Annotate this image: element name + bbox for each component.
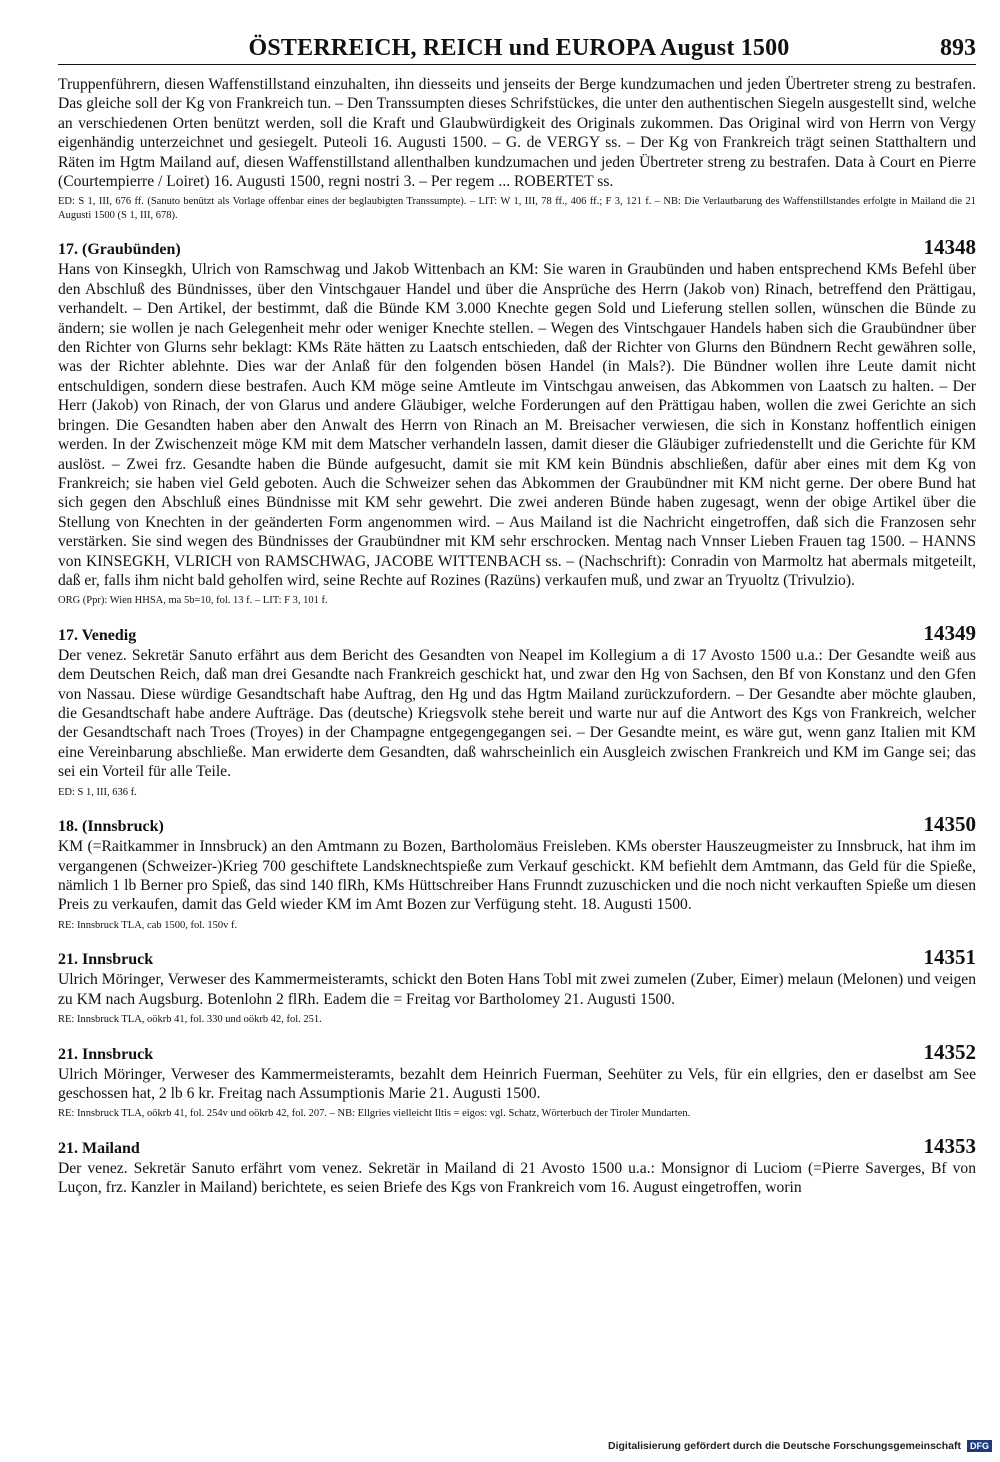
entry-text: Hans von Kinsegkh, Ulrich von Ramschwag und Jakob Wittenbach an KM: Sie waren in Graubünden und haben entsprechend KMs Befehl über den Abschluß des Bündnisses, über den Vintschgauer Handel und über die Ansprüche des Herrn (Jakob von) Rinach, betreffend den Prättigau, verhandelt. – Den Artikel, der bestimmt, daß die Bünde KM 3.000 Knechte gegen Sold und Lieferung stellen sollen, wünschen die Bünde zu ändern; sie wollen je nach Gelegenheit mehr oder weniger Knechte stellen. – Wegen des Vintschgauer Handels haben sich die Graubündner über den Richter von Glurns sehr beklagt: KMs Räte hätten zu Laatsch entschieden, daß der Richter von Glurns den Bündnern Recht gewähren solle, was der Richter ablehnte. Dies war der Anlaß für den folgenden bösen Handel (in Mals?). Die Bündner wollen ihre Leute damit nicht entschuldigen, sondern diese bestrafen. Auch KM möge seine Amtleute im Vintschgau anweisen, das Abkommen von Laatsch zu halten. – Der Herr (Jakob) von Rinach, der von Glarus und andere Gläubiger, welche Forderungen auf den Prättigau haben, wollen die zwei Gerichte an sich bringen. Die Gesandten haben aber den Anwalt des Herrn von Rinach an M. Breisacher verwiesen, die sich in Konstanz hoffentlich einigen werden. In der Zwischenzeit möge KM mit dem Matscher verhandeln lassen, damit dieser die Gläubiger zufriedenstellt und die Gerichte für KM auslöst. – Zwei frz. Gesandte haben die Bünde aufgesucht, damit sie mit KM kein Bündnis abschließen, dafür aber eines mit dem Kg von Frankreich; sie haben viel Geld geboten. Auch die Schweizer sehen das Abkommen der Graubündner mit KM nicht gerne. Der obere Bund hat sich gegen den Abschluß eines Bündnisse mit KM sehr gewehrt. Die zwei anderen Bünde haben zugesagt, wenn der obige Artikel über die Stellung von Knechten in der geänderten Form angenommen wird. – Aus Mailand ist die Nachricht eingetroffen, daß sich die Franzosen sehr verstärken. Sie sind wegen des Bündnisses der Graubündner mit KM sehr erschrocken. Mentag nach Vnnser Lieben Frauen tag 1500. – HANNS von KINSEGKH, VLRICH von RAMSCHWAG, JACOBE WITTENBACH ss. – (Nachschrift): Conradin von Marmoltz hat abermals mitgeteilt, daß er, falls ihm nicht bald geholfen wird, seine Rechte auf Rozines (Razüns) verkaufen muß, und zwar an Tryuoltz (Trivulzio).	[58, 261, 976, 589]
entry-date: 18. (Innsbruck)	[58, 818, 164, 836]
entry-14349	[58, 621, 976, 799]
entry-text: Ulrich Möringer, Verweser des Kammermeisteramts, bezahlt dem Heinrich Fuerman, Seehüter zu Vels, für ein ellgries, den er daselbst am See geschossen hat, 2 lb 6 kr. Freitag nach Assumptionis Marie 21. Augusti 1500.	[58, 1065, 976, 1103]
entry-number: 14349	[923, 620, 976, 645]
digitization-footer	[608, 1440, 992, 1452]
entry-14351	[58, 945, 976, 1026]
entry-note: RE: Innsbruck TLA, oökrb 41, fol. 330 und oökrb 42, fol. 251.	[58, 1014, 322, 1026]
continued-entry-text: Truppenführern, diesen Waffenstillstand einzuhalten, ihn diesseits und jenseits der Berge kundzumachen und jeden Übertreter streng zu bestrafen. Das gleiche soll der Kg von Frankreich tun. – Den Transsumpten dieses Schrifstückes, die unter den authentischen Siegeln ausgestellt sind, welche an verschiedenen Orten benützt werden, soll die Kraft und Glaubwürdigkeit des Originals zukommen. Das Original wird von Herrn von Vergy eigenhändig unterzeichnet und gesiegelt. Puteoli 16. Augusti 1500. – G. de VERGY ss. – Der Kg von Frankreich trägt seinen Statthaltern und Räten im Hgtm Mailand auf, diesen Waffenstillstand allenthalben kundzumachen und jeden Übertreter streng zu bestrafen. Data à Court en Pierre (Courtempierre / Loiret) 16. Augusti 1500, regni nostri 3. – Per regem ... ROBERTET ss.	[58, 76, 976, 191]
footer-text: Digitalisierung gefördert durch die Deutsche Forschungsgemeinschaft	[608, 1440, 961, 1452]
entry-number: 14350	[923, 812, 976, 837]
entry-date: 21. Innsbruck	[58, 951, 154, 969]
header-title: ÖSTERREICH, REICH und EUROPA August 1500	[248, 35, 790, 61]
document-page	[58, 30, 976, 1198]
entry-14352	[58, 1040, 976, 1121]
entry-number: 14352	[923, 1039, 976, 1064]
continued-entry-note: ED: S 1, III, 676 ff. (Sanuto benützt als Vorlage offenbar eines der beglaubigten Transsumpte). – LIT: W 1, III, 78 ff., 406 ff.; F 3, 121 f. – NB: Die Verlautbarung des Waffenstillstandes erfolgte in Mailand die 21 Augusti 1500 (S 1, III, 678).	[58, 196, 976, 221]
running-header	[58, 30, 976, 65]
continued-entry	[58, 75, 976, 222]
entry-14353	[58, 1134, 976, 1198]
page-number: 893	[940, 35, 976, 61]
entry-text: Ulrich Möringer, Verweser des Kammermeisteramts, schickt den Boten Hans Tobl mit zwei zumelen (Zuber, Eimer) melaun (Melonen) und veigen zu KM nach Augsburg. Botenlohn 2 flRh. Eadem die = Freitag vor Bartholomey 21. Augusti 1500.	[58, 971, 976, 1008]
entry-text: Der venez. Sekretär Sanuto erfährt vom venez. Sekretär in Mailand di 21 Avosto 1500 u.a.: Monsignor di Luciom (=Pierre Saverges, Bf von Luçon, frz. Kanzler in Mailand) berichtete, es seien Briefe des Kgs von Frankreich vom 16. August eingetroffen, worin	[58, 1159, 976, 1197]
entry-note: RE: Innsbruck TLA, oökrb 41, fol. 254v und oökrb 42, fol. 207. – NB: Ellgries vielleicht Iltis = eigos: vgl. Schatz, Wörterbuch der Tiroler Mundarten.	[58, 1108, 691, 1120]
entry-note: ED: S 1, III, 636 f.	[58, 786, 137, 798]
entry-date: 21. Innsbruck	[58, 1045, 154, 1063]
entry-number: 14348	[923, 235, 976, 260]
entry-date: 17. (Graubünden)	[58, 241, 181, 259]
entry-14350	[58, 812, 976, 932]
entry-note: ORG (Ppr): Wien HHSA, ma 5b=10, fol. 13 f. – LIT: F 3, 101 f.	[58, 595, 328, 607]
entry-text: Der venez. Sekretär Sanuto erfährt aus dem Bericht des Gesandten von Neapel im Kollegium a di 17 Avosto 1500 u.a.: Der Gesandte weiß aus dem Deutschen Reich, daß man drei Gesandte nach Frankreich geschickt hat, und zwar den Hg von Sachsen, den Bf von Konstanz und den Gfen von Nassau. Diese würdige Gesandtschaft habe Auftrag, den Hg und das Hgtm Mailand zurückzufordern. – Der Gesandte aber möchte glauben, die Gesandtschaft habe andere Aufträge. Das (deutsche) Kriegsvolk stehe bereit und warte nur auf die Antwort des Kgs von Frankreich, welcher der Gesandtschaft nach Troes (Troyes) in der Champagne entgegengegangen sei. – Der Gesandte meint, es wäre gut, wenn ganz Italien mit KM eine Vereinbarung abschließe. Man erwiderte dem Gesandten, daß wahrscheinlich ein Ausgleich zwischen Frankreich und KM im Gange sei; das sei ein Vorteil für alle Teile.	[58, 646, 976, 781]
entry-note: RE: Innsbruck TLA, cab 1500, fol. 150v f.	[58, 919, 238, 931]
entry-text: KM (=Raitkammer in Innsbruck) an den Amtmann zu Bozen, Bartholomäus Freisleben. KMs oberster Hauszeugmeister zu Innsbruck, hat ihm im vergangenen (Schweizer-)Krieg 700 geschiftete Landsknechtspieße zum Verkauf geschickt. KM befiehlt dem Amtmann, das Geld für die Spieße, nämlich 1 lb Berner pro Spieß, das sind 140 flRh, KMs Hüttschreiber Hans Frunndt zuzuschicken und die noch nicht verkauften Spieße um diesen Preis zu verkaufen, damit das Geld wieder KM im Amt Bozen zur Verfügung steht. 18. Augusti 1500.	[58, 838, 976, 914]
entry-number: 14351	[923, 945, 976, 970]
entry-date: 17. Venedig	[58, 626, 137, 644]
entry-14348	[58, 235, 976, 607]
entry-number: 14353	[923, 1133, 976, 1158]
entry-date: 21. Mailand	[58, 1139, 140, 1157]
dfg-logo: DFG	[967, 1440, 992, 1452]
